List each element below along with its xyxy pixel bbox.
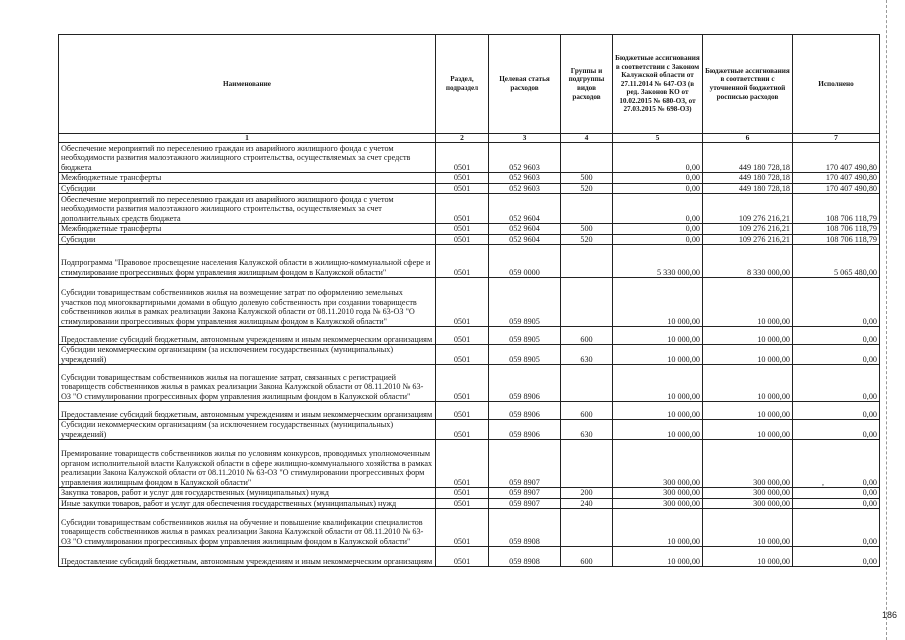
cell-article: 059 8907 xyxy=(489,488,561,499)
cell-section: 0501 xyxy=(436,509,489,547)
cell-budget: 0,00 xyxy=(613,173,703,184)
cell-name: Субсидии некоммерческим организациям (за исключением государственных (муниципальных) учреждений) xyxy=(59,420,436,440)
cell-executed: 108 706 118,79 xyxy=(793,194,880,224)
cell-section: 0501 xyxy=(436,224,489,235)
cell-group xyxy=(561,194,613,224)
cell-executed: 0,00 xyxy=(793,327,880,345)
cell-article: 052 9603 xyxy=(489,173,561,184)
table-row xyxy=(59,365,880,402)
cell-budget: 10 000,00 xyxy=(613,509,703,547)
header-groups: Группы и подгруппы видов расходов xyxy=(561,35,613,134)
cell-group: 200 xyxy=(561,488,613,499)
cell-executed: 0,00 xyxy=(793,420,880,440)
table-row xyxy=(59,547,880,567)
cell-refined: 300 000,00 xyxy=(703,440,793,488)
cell-budget: 10 000,00 xyxy=(613,278,703,327)
cell-section: 0501 xyxy=(436,440,489,488)
cell-article: 059 8906 xyxy=(489,420,561,440)
cell-group: 630 xyxy=(561,420,613,440)
cell-name: Субсидии xyxy=(59,183,436,194)
column-number: 3 xyxy=(489,134,561,143)
cell-group xyxy=(561,245,613,278)
cell-group: 520 xyxy=(561,183,613,194)
cell-executed: 170 407 490,80 xyxy=(793,143,880,173)
cell-article: 059 0000 xyxy=(489,245,561,278)
table-row xyxy=(59,488,880,499)
column-number: 1 xyxy=(59,134,436,143)
cell-name: Предоставление субсидий бюджетным, автономным учреждениям и иным некоммерческим организациям xyxy=(59,327,436,345)
header-article: Целевая статья расходов xyxy=(489,35,561,134)
column-number-row xyxy=(59,134,880,143)
cell-budget: 0,00 xyxy=(613,224,703,235)
cell-executed: 5 065 480,00 xyxy=(793,245,880,278)
table-row xyxy=(59,509,880,547)
table-row xyxy=(59,224,880,235)
cell-group: 600 xyxy=(561,402,613,420)
cell-section: 0501 xyxy=(436,278,489,327)
cell-name: Иные закупки товаров, работ и услуг для обеспечения государственных (муниципальных) нужд xyxy=(59,498,436,509)
cell-refined: 300 000,00 xyxy=(703,488,793,499)
header-name: Наименование xyxy=(59,35,436,134)
cell-budget: 0,00 xyxy=(613,183,703,194)
cell-name: Премирование товариществ собственников жилья по условиям конкурсов, проводимых уполномоченным органом исполнительной власти Калужской области в сфере жилищно-коммунального хозяйства в рамках реализации Закона Калужской области от 08.11.2010 № 63-ОЗ "О стимулировании прогрессивных форм управления жилищным фондом в Калужской области" xyxy=(59,440,436,488)
table-row xyxy=(59,327,880,345)
cell-name: Предоставление субсидий бюджетным, автономным учреждениям и иным некоммерческим организациям xyxy=(59,547,436,567)
header-budget: Бюджетные ассигнования в соответствии с Законом Калужской области от 27.11.2014 № 647-ОЗ (в ред. Законов КО от 10.02.2015 № 680-ОЗ, от 27.03.2015 № 698-ОЗ) xyxy=(613,35,703,134)
cell-section: 0501 xyxy=(436,183,489,194)
cell-name: Субсидии товариществам собственников жилья на обучение и повышение квалификации специалистов товариществ собственников жилья в рамках реализации Закона Калужской области от 08.11.2010 № 63-ОЗ "О стимулировании прогрессивных форм управления жилищным фондом в Калужской области" xyxy=(59,509,436,547)
cell-refined: 8 330 000,00 xyxy=(703,245,793,278)
page-edge-divider xyxy=(886,0,887,640)
cell-budget: 10 000,00 xyxy=(613,420,703,440)
table-row xyxy=(59,345,880,365)
cell-name: Субсидии товариществам собственников жилья на погашение затрат, связанных с регистрацией товариществ собственников жилья в рамках реализации Закона Калужской области от 08.11.2010 № 63-ОЗ "О стимулировании прогрессивных форм управления жилищным фондом в Калужской области" xyxy=(59,365,436,402)
cell-group xyxy=(561,278,613,327)
cell-budget: 300 000,00 xyxy=(613,440,703,488)
column-number: 5 xyxy=(613,134,703,143)
cell-executed: 0,00 xyxy=(793,488,880,499)
cell-group xyxy=(561,440,613,488)
cell-executed: 0,00 xyxy=(793,345,880,365)
cell-name: Межбюджетные трансферты xyxy=(59,224,436,235)
cell-article: 059 8906 xyxy=(489,402,561,420)
cell-section: 0501 xyxy=(436,234,489,245)
cell-refined: 300 000,00 xyxy=(703,498,793,509)
cell-executed: 0,00 xyxy=(793,402,880,420)
cell-executed: 108 706 118,79 xyxy=(793,234,880,245)
header-refined: Бюджетные ассигнования в соответствии с уточненной бюджетной росписью расходов xyxy=(703,35,793,134)
cell-name: Подпрограмма "Правовое просвещение населения Калужской области в жилищно-коммунальной сфере и стимулирование прогрессивных форм управления жилищным фондом в Калужской области" xyxy=(59,245,436,278)
cell-refined: 449 180 728,18 xyxy=(703,183,793,194)
cell-executed: 0,00 xyxy=(793,278,880,327)
cell-section: 0501 xyxy=(436,365,489,402)
cell-budget: 5 330 000,00 xyxy=(613,245,703,278)
cell-budget: 0,00 xyxy=(613,143,703,173)
cell-refined: 109 276 216,21 xyxy=(703,194,793,224)
cell-article: 052 9604 xyxy=(489,234,561,245)
table-row xyxy=(59,440,880,488)
cell-article: 059 8908 xyxy=(489,509,561,547)
cell-budget: 0,00 xyxy=(613,234,703,245)
cell-executed: 0,00 xyxy=(793,509,880,547)
table-row xyxy=(59,402,880,420)
cell-article: 059 8905 xyxy=(489,345,561,365)
cell-section: 0501 xyxy=(436,194,489,224)
cell-name: Обеспечение мероприятий по переселению граждан из аварийного жилищного фонда с учетом необходимости развития малоэтажного жилищного строительства, осуществляемых за счет средств бюджета xyxy=(59,143,436,173)
cell-executed: 0,00 xyxy=(793,547,880,567)
cell-executed: 0,00 xyxy=(793,440,880,488)
cell-budget: 300 000,00 xyxy=(613,498,703,509)
cell-section: 0501 xyxy=(436,143,489,173)
cell-group: 600 xyxy=(561,327,613,345)
header-section: Раздел, подраздел xyxy=(436,35,489,134)
cell-executed: 170 407 490,80 xyxy=(793,183,880,194)
cell-section: 0501 xyxy=(436,547,489,567)
table-row xyxy=(59,278,880,327)
cell-name: Закупка товаров, работ и услуг для государственных (муниципальных) нужд xyxy=(59,488,436,499)
table-row xyxy=(59,420,880,440)
column-number: 4 xyxy=(561,134,613,143)
cell-group: 500 xyxy=(561,224,613,235)
table-row xyxy=(59,498,880,509)
table-row xyxy=(59,194,880,224)
cell-group: 520 xyxy=(561,234,613,245)
table-row xyxy=(59,245,880,278)
cell-group xyxy=(561,509,613,547)
cell-name: Субсидии товариществам собственников жилья на возмещение затрат по оформлению земельных участков под многоквартирными домами в общую долевую собственность при создании товариществ собственников жилья в рамках реализации Закона Калужской области от 08.11.2010 года № 63-ОЗ "О стимулировании прогрессивных форм управления жилищным фондом в Калужской области" xyxy=(59,278,436,327)
header-executed: Исполнено xyxy=(793,35,880,134)
cell-article: 052 9604 xyxy=(489,224,561,235)
page-number: 186 xyxy=(881,610,897,620)
cell-section: 0501 xyxy=(436,488,489,499)
cell-article: 059 8905 xyxy=(489,327,561,345)
cell-refined: 449 180 728,18 xyxy=(703,173,793,184)
table-row xyxy=(59,173,880,184)
cell-executed: 170 407 490,80 xyxy=(793,173,880,184)
cell-article: 052 9603 xyxy=(489,143,561,173)
table-row xyxy=(59,143,880,173)
table-row xyxy=(59,183,880,194)
column-number: 2 xyxy=(436,134,489,143)
cell-name: Предоставление субсидий бюджетным, автономным учреждениям и иным некоммерческим организациям xyxy=(59,402,436,420)
cell-article: 059 8907 xyxy=(489,498,561,509)
cell-refined: 10 000,00 xyxy=(703,420,793,440)
cell-name: Субсидии некоммерческим организациям (за исключением государственных (муниципальных) учреждений) xyxy=(59,345,436,365)
cell-section: 0501 xyxy=(436,245,489,278)
cell-executed: 0,00 xyxy=(793,365,880,402)
cell-refined: 109 276 216,21 xyxy=(703,224,793,235)
cell-budget: 10 000,00 xyxy=(613,547,703,567)
stray-mark: , xyxy=(822,478,824,487)
cell-refined: 10 000,00 xyxy=(703,278,793,327)
table-body xyxy=(59,143,880,567)
cell-name: Субсидии xyxy=(59,234,436,245)
cell-budget: 10 000,00 xyxy=(613,402,703,420)
cell-group: 630 xyxy=(561,345,613,365)
cell-section: 0501 xyxy=(436,498,489,509)
cell-article: 059 8908 xyxy=(489,547,561,567)
cell-section: 0501 xyxy=(436,402,489,420)
cell-section: 0501 xyxy=(436,327,489,345)
cell-article: 052 9604 xyxy=(489,194,561,224)
cell-article: 059 8906 xyxy=(489,365,561,402)
cell-budget: 10 000,00 xyxy=(613,327,703,345)
cell-section: 0501 xyxy=(436,173,489,184)
cell-group xyxy=(561,143,613,173)
cell-refined: 10 000,00 xyxy=(703,327,793,345)
cell-name: Обеспечение мероприятий по переселению граждан из аварийного жилищного фонда с учетом необходимости развития малоэтажного жилищного строительства, осуществляемых за счет дополнительных средств бюджета xyxy=(59,194,436,224)
cell-budget: 10 000,00 xyxy=(613,365,703,402)
cell-budget: 0,00 xyxy=(613,194,703,224)
table-row xyxy=(59,234,880,245)
column-number: 7 xyxy=(793,134,880,143)
cell-group: 600 xyxy=(561,547,613,567)
cell-budget: 10 000,00 xyxy=(613,345,703,365)
cell-refined: 10 000,00 xyxy=(703,345,793,365)
cell-executed: 0,00 xyxy=(793,498,880,509)
cell-name: Межбюджетные трансферты xyxy=(59,173,436,184)
cell-refined: 109 276 216,21 xyxy=(703,234,793,245)
cell-refined: 10 000,00 xyxy=(703,402,793,420)
cell-group xyxy=(561,365,613,402)
cell-refined: 10 000,00 xyxy=(703,365,793,402)
cell-article: 059 8905 xyxy=(489,278,561,327)
cell-refined: 449 180 728,18 xyxy=(703,143,793,173)
cell-group: 240 xyxy=(561,498,613,509)
header-row xyxy=(59,35,880,134)
cell-budget: 300 000,00 xyxy=(613,488,703,499)
cell-executed: 108 706 118,79 xyxy=(793,224,880,235)
cell-refined: 10 000,00 xyxy=(703,547,793,567)
cell-section: 0501 xyxy=(436,345,489,365)
column-number: 6 xyxy=(703,134,793,143)
cell-article: 059 8907 xyxy=(489,440,561,488)
cell-section: 0501 xyxy=(436,420,489,440)
cell-group: 500 xyxy=(561,173,613,184)
budget-table xyxy=(58,34,880,567)
cell-article: 052 9603 xyxy=(489,183,561,194)
cell-refined: 10 000,00 xyxy=(703,509,793,547)
